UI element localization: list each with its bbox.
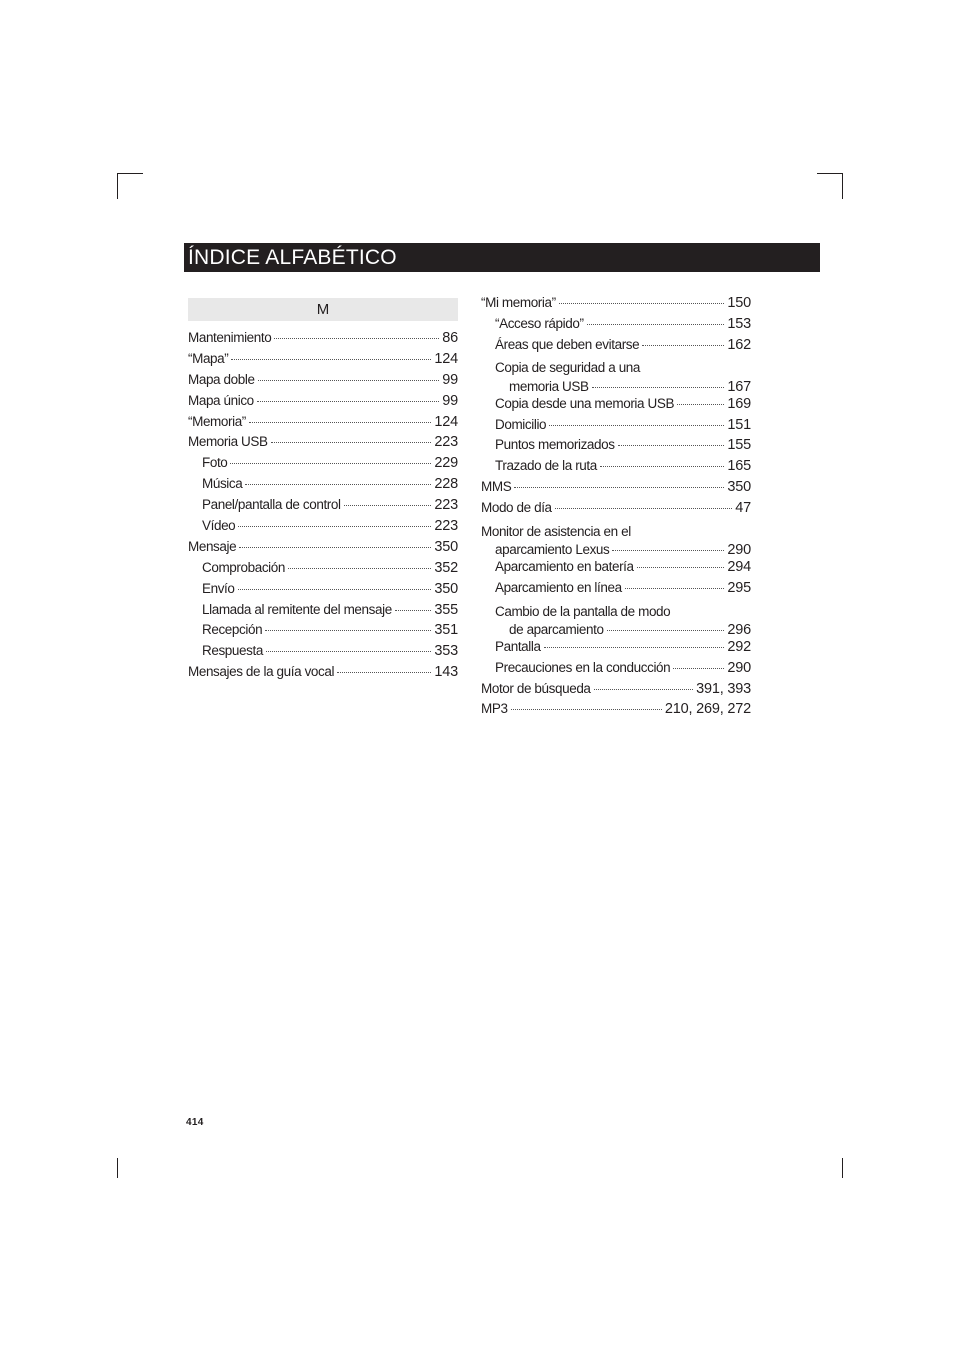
index-entry-page: 162 [727, 336, 751, 353]
dot-leader [544, 639, 725, 648]
index-entry-text: MMS [481, 479, 512, 495]
dot-leader [607, 622, 725, 631]
index-entry-row [481, 699, 751, 720]
index-entry-page: 350 [434, 538, 458, 555]
index-entry-text: Mantenimiento [188, 330, 272, 345]
dot-leader [238, 581, 432, 590]
index-entry-page: 223 [434, 434, 458, 451]
index-entry-page: 295 [727, 579, 751, 596]
index-entry-page: 229 [434, 455, 458, 472]
index-entry [481, 557, 751, 578]
index-entry-text: Modo de día [481, 500, 552, 516]
index-entry-page: 169 [727, 395, 751, 412]
index-entry-row [481, 557, 751, 578]
index-entry-page: 355 [434, 601, 458, 618]
dot-leader [600, 458, 725, 467]
index-entry-text: Copia de seguridad a una [495, 360, 641, 376]
index-entry-text: “Memoria” [188, 413, 246, 429]
index-entry [188, 558, 458, 579]
section-title: ÍNDICE ALFABÉTICO [188, 246, 397, 269]
index-column-left [188, 328, 458, 683]
dot-leader [642, 337, 724, 346]
index-entry-page: 296 [727, 621, 751, 637]
index-entry-page: 99 [442, 392, 458, 409]
index-entry [188, 600, 458, 621]
index-entry [188, 662, 458, 683]
index-entry [481, 519, 751, 557]
index-entry-row [188, 558, 458, 579]
dot-leader [637, 559, 725, 568]
index-entry-page: 228 [434, 476, 458, 493]
index-entry [481, 637, 751, 658]
index-entry-text: “Mapa” [188, 350, 229, 366]
index-entry-row [481, 679, 751, 700]
dot-leader [592, 379, 725, 388]
index-entry-row [481, 377, 751, 394]
index-entry-row [188, 453, 458, 474]
index-entry-page: 391, 393 [696, 680, 751, 697]
index-entry [188, 641, 458, 662]
index-entry-text: Recepción [202, 622, 263, 638]
index-column-right [481, 293, 751, 720]
index-entry-page: 165 [727, 458, 751, 475]
index-entry [481, 415, 751, 436]
dot-leader [231, 351, 431, 360]
index-entry [188, 516, 458, 537]
index-entry-text: Panel/pantalla de control [202, 497, 341, 513]
index-entry-row [481, 394, 751, 415]
index-entry-page: 99 [442, 371, 458, 388]
index-entry-text: Comprobación [202, 559, 285, 575]
index-entry-page: 124 [434, 350, 458, 367]
index-entry-page: 290 [727, 659, 751, 676]
index-entry-page: 86 [442, 330, 458, 346]
index-entry-page: 167 [727, 378, 751, 394]
index-entry [481, 335, 751, 356]
index-entry-page: 350 [727, 479, 751, 496]
index-entry-text: Trazado de la ruta [495, 458, 597, 474]
index-entry-row [188, 495, 458, 516]
index-entry [188, 328, 458, 349]
index-entry [188, 474, 458, 495]
dot-leader [265, 622, 431, 631]
index-entry-text: Motor de búsqueda [481, 680, 591, 696]
index-entry [188, 349, 458, 370]
dot-leader [238, 518, 431, 527]
dot-leader [559, 295, 725, 304]
index-entry-text: aparcamiento Lexus [495, 541, 610, 557]
index-entry-page: 352 [434, 559, 458, 576]
index-entry-row [481, 314, 751, 335]
index-entry-text: Domicilio [495, 416, 547, 432]
dot-leader [344, 497, 432, 506]
index-entry-row [188, 641, 458, 662]
index-entry [188, 537, 458, 558]
index-entry-text: Cambio de la pantalla de modo [495, 603, 671, 619]
index-entry [481, 679, 751, 700]
index-entry-page: 124 [434, 413, 458, 430]
index-entry-row [481, 335, 751, 356]
index-entry-text: Puntos memorizados [495, 437, 615, 453]
section-header-bar [184, 243, 820, 272]
index-entry [188, 579, 458, 600]
index-entry-row [188, 662, 458, 683]
index-entry-row [481, 456, 751, 477]
index-entry-row [188, 600, 458, 621]
crop-mark [117, 173, 118, 199]
dot-leader [239, 539, 431, 548]
index-entry-row [188, 432, 458, 453]
index-entry-text: Memoria USB [188, 434, 268, 450]
index-entry-row [188, 349, 458, 370]
index-entry-row [481, 477, 751, 498]
index-entry-row [188, 474, 458, 495]
index-entry-row [481, 578, 751, 599]
dot-leader [594, 681, 694, 690]
index-entry-text: Llamada al remitente del mensaje [202, 601, 392, 617]
index-letter-heading: M [188, 298, 458, 321]
index-entry-text: “Mi memoria” [481, 295, 556, 310]
index-entry [188, 495, 458, 516]
index-entry-row [188, 537, 458, 558]
index-entry-text: Envío [202, 580, 235, 596]
index-entry [481, 658, 751, 679]
index-entry-row [188, 579, 458, 600]
index-entry-row [188, 620, 458, 641]
index-entry-page: 350 [434, 580, 458, 597]
index-entry [481, 599, 751, 637]
index-entry-row [481, 415, 751, 436]
index-entry-row [188, 370, 458, 391]
crop-mark [117, 173, 143, 174]
index-entry-page: 223 [434, 518, 458, 535]
dot-leader [625, 580, 725, 589]
index-entry-row [481, 435, 751, 456]
index-entry-row [188, 516, 458, 537]
index-entry [481, 394, 751, 415]
dot-leader [395, 602, 432, 611]
index-entry-row [188, 391, 458, 412]
index-entry-text: Áreas que deben evitarse [495, 336, 640, 352]
index-entry [481, 477, 751, 498]
index-entry [188, 370, 458, 391]
index-entry-text: Foto [202, 455, 228, 471]
index-entry-row [481, 658, 751, 679]
index-entry [188, 453, 458, 474]
index-entry-page: 150 [727, 295, 751, 311]
index-entry-page: 223 [434, 497, 458, 514]
index-entry [481, 293, 751, 314]
dot-leader [230, 455, 431, 464]
index-entry [481, 498, 751, 519]
index-entry-page: 353 [434, 643, 458, 660]
index-entry-page: 351 [434, 622, 458, 639]
dot-leader [258, 372, 440, 381]
page-number: 414 [186, 1117, 204, 1128]
index-entry-text: Mapa doble [188, 371, 255, 387]
index-entry-row [481, 498, 751, 519]
index-entry-text: Aparcamiento en batería [495, 559, 634, 575]
index-entry-page: 290 [727, 541, 751, 558]
index-entry [481, 435, 751, 456]
index-entry [481, 578, 751, 599]
dot-leader [337, 664, 431, 673]
index-entry-row [188, 328, 458, 349]
index-entry [188, 432, 458, 453]
index-entry-text: Monitor de asistencia en el [481, 523, 631, 539]
dot-leader [274, 330, 439, 339]
dot-leader [245, 476, 431, 485]
index-entry-row [481, 540, 751, 557]
dot-leader [549, 417, 724, 426]
index-entry-text: Mensajes de la guía vocal [188, 664, 335, 680]
crop-mark [842, 173, 843, 199]
index-entry-text: Mapa único [188, 392, 254, 408]
dot-leader [249, 414, 432, 423]
index-entry-text: Precauciones en la conducción [495, 659, 671, 675]
dot-leader [612, 542, 724, 551]
index-entry-page: 151 [727, 416, 751, 433]
index-entry-page: 153 [727, 315, 751, 332]
index-entry [481, 314, 751, 335]
dot-leader [677, 396, 724, 405]
index-entry [481, 699, 751, 720]
crop-mark [817, 173, 843, 174]
dot-leader [555, 500, 733, 509]
dot-leader [511, 701, 662, 710]
index-entry-text: memoria USB [509, 378, 589, 394]
dot-leader [514, 479, 724, 488]
index-entry-text: de aparcamiento [509, 621, 604, 637]
index-entry-row [481, 293, 751, 314]
index-entry-text: Música [202, 476, 243, 492]
dot-leader [257, 393, 439, 402]
dot-leader [266, 643, 431, 652]
index-entry-page: 292 [727, 638, 751, 655]
dot-leader [618, 437, 725, 446]
index-entry [481, 456, 751, 477]
index-entry-page: 294 [727, 559, 751, 576]
index-entry-text: “Acceso rápido” [495, 315, 584, 331]
index-entry-page: 210, 269, 272 [664, 701, 751, 718]
index-entry [188, 391, 458, 412]
dot-leader [587, 316, 725, 325]
index-entry-text: Pantalla [495, 638, 541, 654]
index-entry [188, 620, 458, 641]
crop-mark [842, 1158, 843, 1178]
index-entry [481, 356, 751, 394]
index-entry-text: Aparcamiento en línea [495, 579, 622, 595]
index-entry-page: 47 [735, 500, 751, 517]
index-entry-page: 143 [434, 664, 458, 681]
index-entry-text: Respuesta [202, 643, 263, 659]
dot-leader [673, 660, 724, 669]
index-entry-text: MP3 [481, 701, 508, 717]
index-entry-row [481, 637, 751, 658]
dot-leader [288, 560, 431, 569]
index-entry-row [188, 412, 458, 433]
dot-leader [271, 434, 432, 443]
crop-mark [117, 1158, 118, 1178]
index-entry-page: 155 [727, 437, 751, 454]
index-entry-text: Vídeo [202, 518, 236, 534]
index-entry-text: Copia desde una memoria USB [495, 395, 675, 411]
index-entry [188, 412, 458, 433]
index-entry-text: Mensaje [188, 538, 237, 554]
index-entry-row [481, 620, 751, 637]
